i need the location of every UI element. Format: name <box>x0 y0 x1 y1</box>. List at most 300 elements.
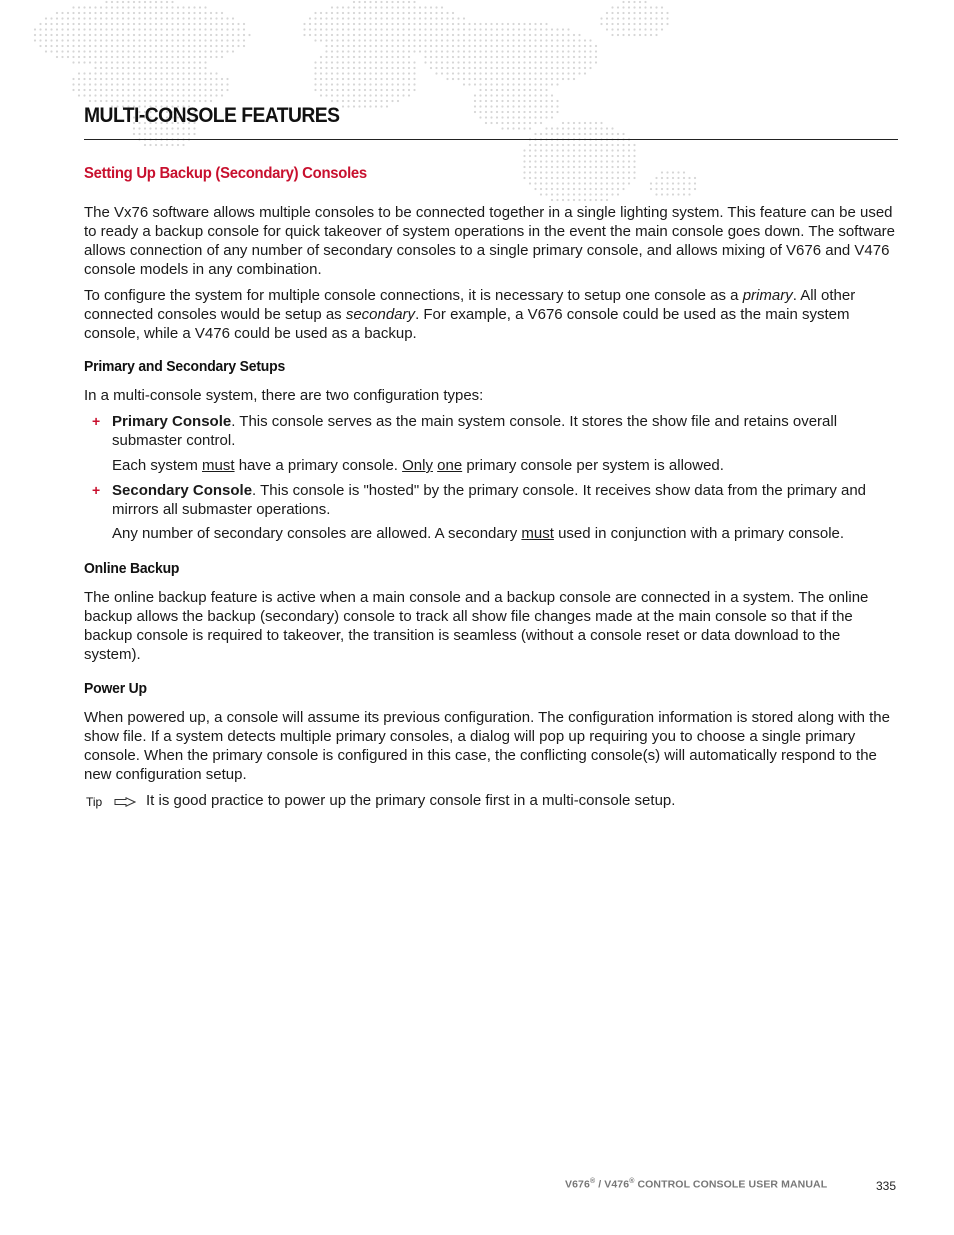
map-dot <box>210 100 212 102</box>
map-dot <box>457 28 459 30</box>
map-dot <box>177 94 179 96</box>
map-dot <box>193 39 195 41</box>
map-dot <box>391 12 393 14</box>
map-dot <box>111 72 113 74</box>
map-dot <box>529 149 531 151</box>
map-dot <box>507 61 509 63</box>
map-dot <box>518 56 520 58</box>
map-dot <box>490 83 492 85</box>
map-dot <box>347 67 349 69</box>
map-dot <box>210 12 212 14</box>
map-dot <box>325 50 327 52</box>
map-dot <box>589 56 591 58</box>
map-dot <box>485 78 487 80</box>
map-dot <box>314 34 316 36</box>
map-dot <box>463 78 465 80</box>
map-dot <box>248 34 250 36</box>
map-dot <box>127 56 129 58</box>
map-dot <box>116 17 118 19</box>
map-dot <box>523 72 525 74</box>
map-dot <box>364 39 366 41</box>
map-dot <box>138 133 140 135</box>
map-dot <box>380 17 382 19</box>
map-dot <box>595 155 597 157</box>
map-dot <box>391 1 393 3</box>
map-dot <box>430 17 432 19</box>
map-dot <box>375 6 377 8</box>
map-dot <box>628 149 630 151</box>
map-dot <box>138 12 140 14</box>
map-dot <box>457 45 459 47</box>
map-dot <box>677 188 679 190</box>
map-dot <box>644 34 646 36</box>
map-dot <box>474 105 476 107</box>
map-dot <box>331 50 333 52</box>
map-dot <box>83 50 85 52</box>
map-dot <box>628 1 630 3</box>
map-dot <box>386 23 388 25</box>
map-dot <box>562 56 564 58</box>
map-dot <box>364 6 366 8</box>
map-dot <box>199 56 201 58</box>
map-dot <box>441 28 443 30</box>
map-dot <box>419 6 421 8</box>
map-dot <box>534 50 536 52</box>
map-dot <box>342 28 344 30</box>
map-dot <box>353 89 355 91</box>
map-dot <box>573 171 575 173</box>
setups-lead: In a multi-console system, there are two configuration types: <box>84 387 484 404</box>
map-dot <box>215 50 217 52</box>
footer-model-v476: / V476 <box>595 1178 630 1191</box>
map-dot <box>518 105 520 107</box>
map-dot <box>463 45 465 47</box>
map-dot <box>496 89 498 91</box>
map-dot <box>369 83 371 85</box>
map-dot <box>490 56 492 58</box>
map-dot <box>628 12 630 14</box>
map-dot <box>320 39 322 41</box>
map-dot <box>336 34 338 36</box>
map-dot <box>149 1 151 3</box>
map-dot <box>468 61 470 63</box>
map-dot <box>177 34 179 36</box>
map-dot <box>567 45 569 47</box>
map-dot <box>133 78 135 80</box>
map-dot <box>573 78 575 80</box>
map-dot <box>94 50 96 52</box>
map-dot <box>122 56 124 58</box>
map-dot <box>105 12 107 14</box>
map-dot <box>518 61 520 63</box>
map-dot <box>94 78 96 80</box>
map-dot <box>171 100 173 102</box>
map-dot <box>105 94 107 96</box>
map-dot <box>177 39 179 41</box>
map-dot <box>188 50 190 52</box>
map-dot <box>523 149 525 151</box>
map-dot <box>567 160 569 162</box>
map-dot <box>479 23 481 25</box>
map-dot <box>331 23 333 25</box>
map-dot <box>413 67 415 69</box>
map-dot <box>485 111 487 113</box>
map-dot <box>446 39 448 41</box>
map-dot <box>397 78 399 80</box>
map-dot <box>529 94 531 96</box>
map-dot <box>507 56 509 58</box>
map-dot <box>177 83 179 85</box>
map-dot <box>496 50 498 52</box>
map-dot <box>430 28 432 30</box>
map-dot <box>380 94 382 96</box>
map-dot <box>155 83 157 85</box>
map-dot <box>215 83 217 85</box>
map-dot <box>556 39 558 41</box>
map-dot <box>204 12 206 14</box>
map-dot <box>644 1 646 3</box>
map-dot <box>600 17 602 19</box>
map-dot <box>512 67 514 69</box>
map-dot <box>122 6 124 8</box>
map-dot <box>347 45 349 47</box>
map-dot <box>567 144 569 146</box>
map-dot <box>369 105 371 107</box>
map-dot <box>529 61 531 63</box>
map-dot <box>501 111 503 113</box>
map-dot <box>45 50 47 52</box>
map-dot <box>45 28 47 30</box>
map-dot <box>529 50 531 52</box>
map-dot <box>210 83 212 85</box>
map-dot <box>529 100 531 102</box>
map-dot <box>78 34 80 36</box>
map-dot <box>545 111 547 113</box>
map-dot <box>105 61 107 63</box>
map-dot <box>320 89 322 91</box>
map-dot <box>336 72 338 74</box>
map-dot <box>199 34 201 36</box>
map-dot <box>650 34 652 36</box>
map-dot <box>584 177 586 179</box>
map-dot <box>485 56 487 58</box>
map-dot <box>380 83 382 85</box>
map-dot <box>529 160 531 162</box>
map-dot <box>116 56 118 58</box>
map-dot <box>672 182 674 184</box>
map-dot <box>94 61 96 63</box>
map-dot <box>215 12 217 14</box>
map-dot <box>177 45 179 47</box>
map-dot <box>166 45 168 47</box>
map-dot <box>655 28 657 30</box>
map-dot <box>188 100 190 102</box>
map-dot <box>149 67 151 69</box>
primary-console-text: . This console serves as the main system console. It stores the show file and retains overall submaster control. <box>112 413 838 449</box>
map-dot <box>391 50 393 52</box>
map-dot <box>111 6 113 8</box>
map-dot <box>149 45 151 47</box>
map-dot <box>397 94 399 96</box>
map-dot <box>556 34 558 36</box>
map-dot <box>584 39 586 41</box>
map-dot <box>655 17 657 19</box>
map-dot <box>573 144 575 146</box>
map-dot <box>633 177 635 179</box>
map-dot <box>622 166 624 168</box>
map-dot <box>182 28 184 30</box>
map-dot <box>419 39 421 41</box>
map-dot <box>358 28 360 30</box>
map-dot <box>650 6 652 8</box>
map-dot <box>606 144 608 146</box>
map-dot <box>430 50 432 52</box>
map-dot <box>617 182 619 184</box>
map-dot <box>479 56 481 58</box>
map-dot <box>111 1 113 3</box>
map-dot <box>441 12 443 14</box>
map-dot <box>375 89 377 91</box>
map-dot <box>402 61 404 63</box>
map-dot <box>556 67 558 69</box>
map-dot <box>501 23 503 25</box>
map-dot <box>507 100 509 102</box>
map-dot <box>100 94 102 96</box>
map-dot <box>166 89 168 91</box>
map-dot <box>413 50 415 52</box>
map-dot <box>567 50 569 52</box>
map-dot <box>485 94 487 96</box>
map-dot <box>138 61 140 63</box>
map-dot <box>408 89 410 91</box>
map-dot <box>188 28 190 30</box>
map-dot <box>463 39 465 41</box>
map-dot <box>188 34 190 36</box>
map-dot <box>391 83 393 85</box>
map-dot <box>391 72 393 74</box>
map-dot <box>83 45 85 47</box>
page-title: MULTI-CONSOLE FEATURES <box>84 104 340 127</box>
map-dot <box>617 155 619 157</box>
map-dot <box>650 188 652 190</box>
map-dot <box>331 28 333 30</box>
map-dot <box>314 61 316 63</box>
map-dot <box>540 61 542 63</box>
map-dot <box>94 45 96 47</box>
map-dot <box>518 78 520 80</box>
map-dot <box>342 56 344 58</box>
map-dot <box>100 78 102 80</box>
map-dot <box>144 100 146 102</box>
map-dot <box>199 78 201 80</box>
map-dot <box>353 100 355 102</box>
map-dot <box>584 56 586 58</box>
map-dot <box>540 144 542 146</box>
map-dot <box>446 34 448 36</box>
map-dot <box>133 89 135 91</box>
map-dot <box>127 28 129 30</box>
map-dot <box>551 171 553 173</box>
map-dot <box>155 39 157 41</box>
map-dot <box>386 89 388 91</box>
map-dot <box>105 67 107 69</box>
map-dot <box>391 56 393 58</box>
map-dot <box>144 17 146 19</box>
map-dot <box>111 67 113 69</box>
map-dot <box>633 28 635 30</box>
map-dot <box>149 50 151 52</box>
map-dot <box>177 72 179 74</box>
map-dot <box>105 78 107 80</box>
map-dot <box>138 78 140 80</box>
map-dot <box>138 23 140 25</box>
map-dot <box>177 100 179 102</box>
map-dot <box>353 1 355 3</box>
map-dot <box>578 188 580 190</box>
map-dot <box>122 12 124 14</box>
map-dot <box>232 34 234 36</box>
map-dot <box>364 83 366 85</box>
map-dot <box>127 45 129 47</box>
map-dot <box>419 34 421 36</box>
map-dot <box>655 23 657 25</box>
map-dot <box>342 89 344 91</box>
map-dot <box>529 23 531 25</box>
map-dot <box>584 144 586 146</box>
map-dot <box>89 100 91 102</box>
map-dot <box>149 83 151 85</box>
map-dot <box>578 50 580 52</box>
map-dot <box>111 94 113 96</box>
map-dot <box>375 50 377 52</box>
map-dot <box>105 100 107 102</box>
map-dot <box>237 39 239 41</box>
map-dot <box>441 56 443 58</box>
map-dot <box>534 56 536 58</box>
map-dot <box>397 28 399 30</box>
map-dot <box>72 23 74 25</box>
map-dot <box>595 45 597 47</box>
map-dot <box>523 45 525 47</box>
map-dot <box>551 78 553 80</box>
map-dot <box>501 72 503 74</box>
map-dot <box>188 56 190 58</box>
map-dot <box>540 100 542 102</box>
map-dot <box>644 6 646 8</box>
map-dot <box>166 67 168 69</box>
map-dot <box>402 1 404 3</box>
map-dot <box>534 34 536 36</box>
map-dot <box>342 67 344 69</box>
map-dot <box>193 12 195 14</box>
map-dot <box>364 1 366 3</box>
map-dot <box>408 1 410 3</box>
map-dot <box>479 94 481 96</box>
map-dot <box>529 111 531 113</box>
manual-title <box>565 1178 827 1191</box>
map-dot <box>490 34 492 36</box>
secondary-note-must: must <box>521 525 554 542</box>
map-dot <box>199 94 201 96</box>
map-dot <box>578 177 580 179</box>
map-dot <box>655 182 657 184</box>
map-dot <box>468 67 470 69</box>
map-dot <box>595 144 597 146</box>
map-dot <box>226 23 228 25</box>
map-dot <box>441 61 443 63</box>
map-dot <box>600 188 602 190</box>
map-dot <box>127 39 129 41</box>
map-dot <box>94 17 96 19</box>
map-dot <box>611 127 613 129</box>
map-dot <box>314 78 316 80</box>
map-dot <box>320 72 322 74</box>
map-dot <box>182 17 184 19</box>
map-dot <box>435 6 437 8</box>
map-dot <box>193 78 195 80</box>
map-dot <box>204 23 206 25</box>
map-dot <box>314 23 316 25</box>
map-dot <box>661 28 663 30</box>
primary-note-only: Only <box>402 457 433 474</box>
map-dot <box>435 61 437 63</box>
map-dot <box>111 28 113 30</box>
map-dot <box>463 56 465 58</box>
map-dot <box>683 177 685 179</box>
map-dot <box>490 100 492 102</box>
map-dot <box>578 160 580 162</box>
map-dot <box>413 23 415 25</box>
map-dot <box>589 149 591 151</box>
map-dot <box>446 67 448 69</box>
map-dot <box>485 83 487 85</box>
map-dot <box>578 72 580 74</box>
map-dot <box>39 45 41 47</box>
map-dot <box>545 127 547 129</box>
map-dot <box>474 28 476 30</box>
map-dot <box>100 67 102 69</box>
map-dot <box>188 45 190 47</box>
map-dot <box>100 28 102 30</box>
map-dot <box>589 171 591 173</box>
map-dot <box>633 34 635 36</box>
map-dot <box>138 94 140 96</box>
map-dot <box>479 100 481 102</box>
map-dot <box>144 12 146 14</box>
map-dot <box>56 45 58 47</box>
map-dot <box>578 171 580 173</box>
map-dot <box>611 28 613 30</box>
map-dot <box>617 23 619 25</box>
map-dot <box>61 45 63 47</box>
map-dot <box>567 182 569 184</box>
map-dot <box>672 177 674 179</box>
map-dot <box>127 34 129 36</box>
map-dot <box>215 89 217 91</box>
map-dot <box>78 23 80 25</box>
map-dot <box>430 23 432 25</box>
map-dot <box>336 61 338 63</box>
map-dot <box>78 6 80 8</box>
map-dot <box>441 67 443 69</box>
map-dot <box>479 28 481 30</box>
map-dot <box>677 171 679 173</box>
map-dot <box>507 127 509 129</box>
map-dot <box>523 34 525 36</box>
map-dot <box>100 61 102 63</box>
map-dot <box>133 45 135 47</box>
map-dot <box>182 89 184 91</box>
